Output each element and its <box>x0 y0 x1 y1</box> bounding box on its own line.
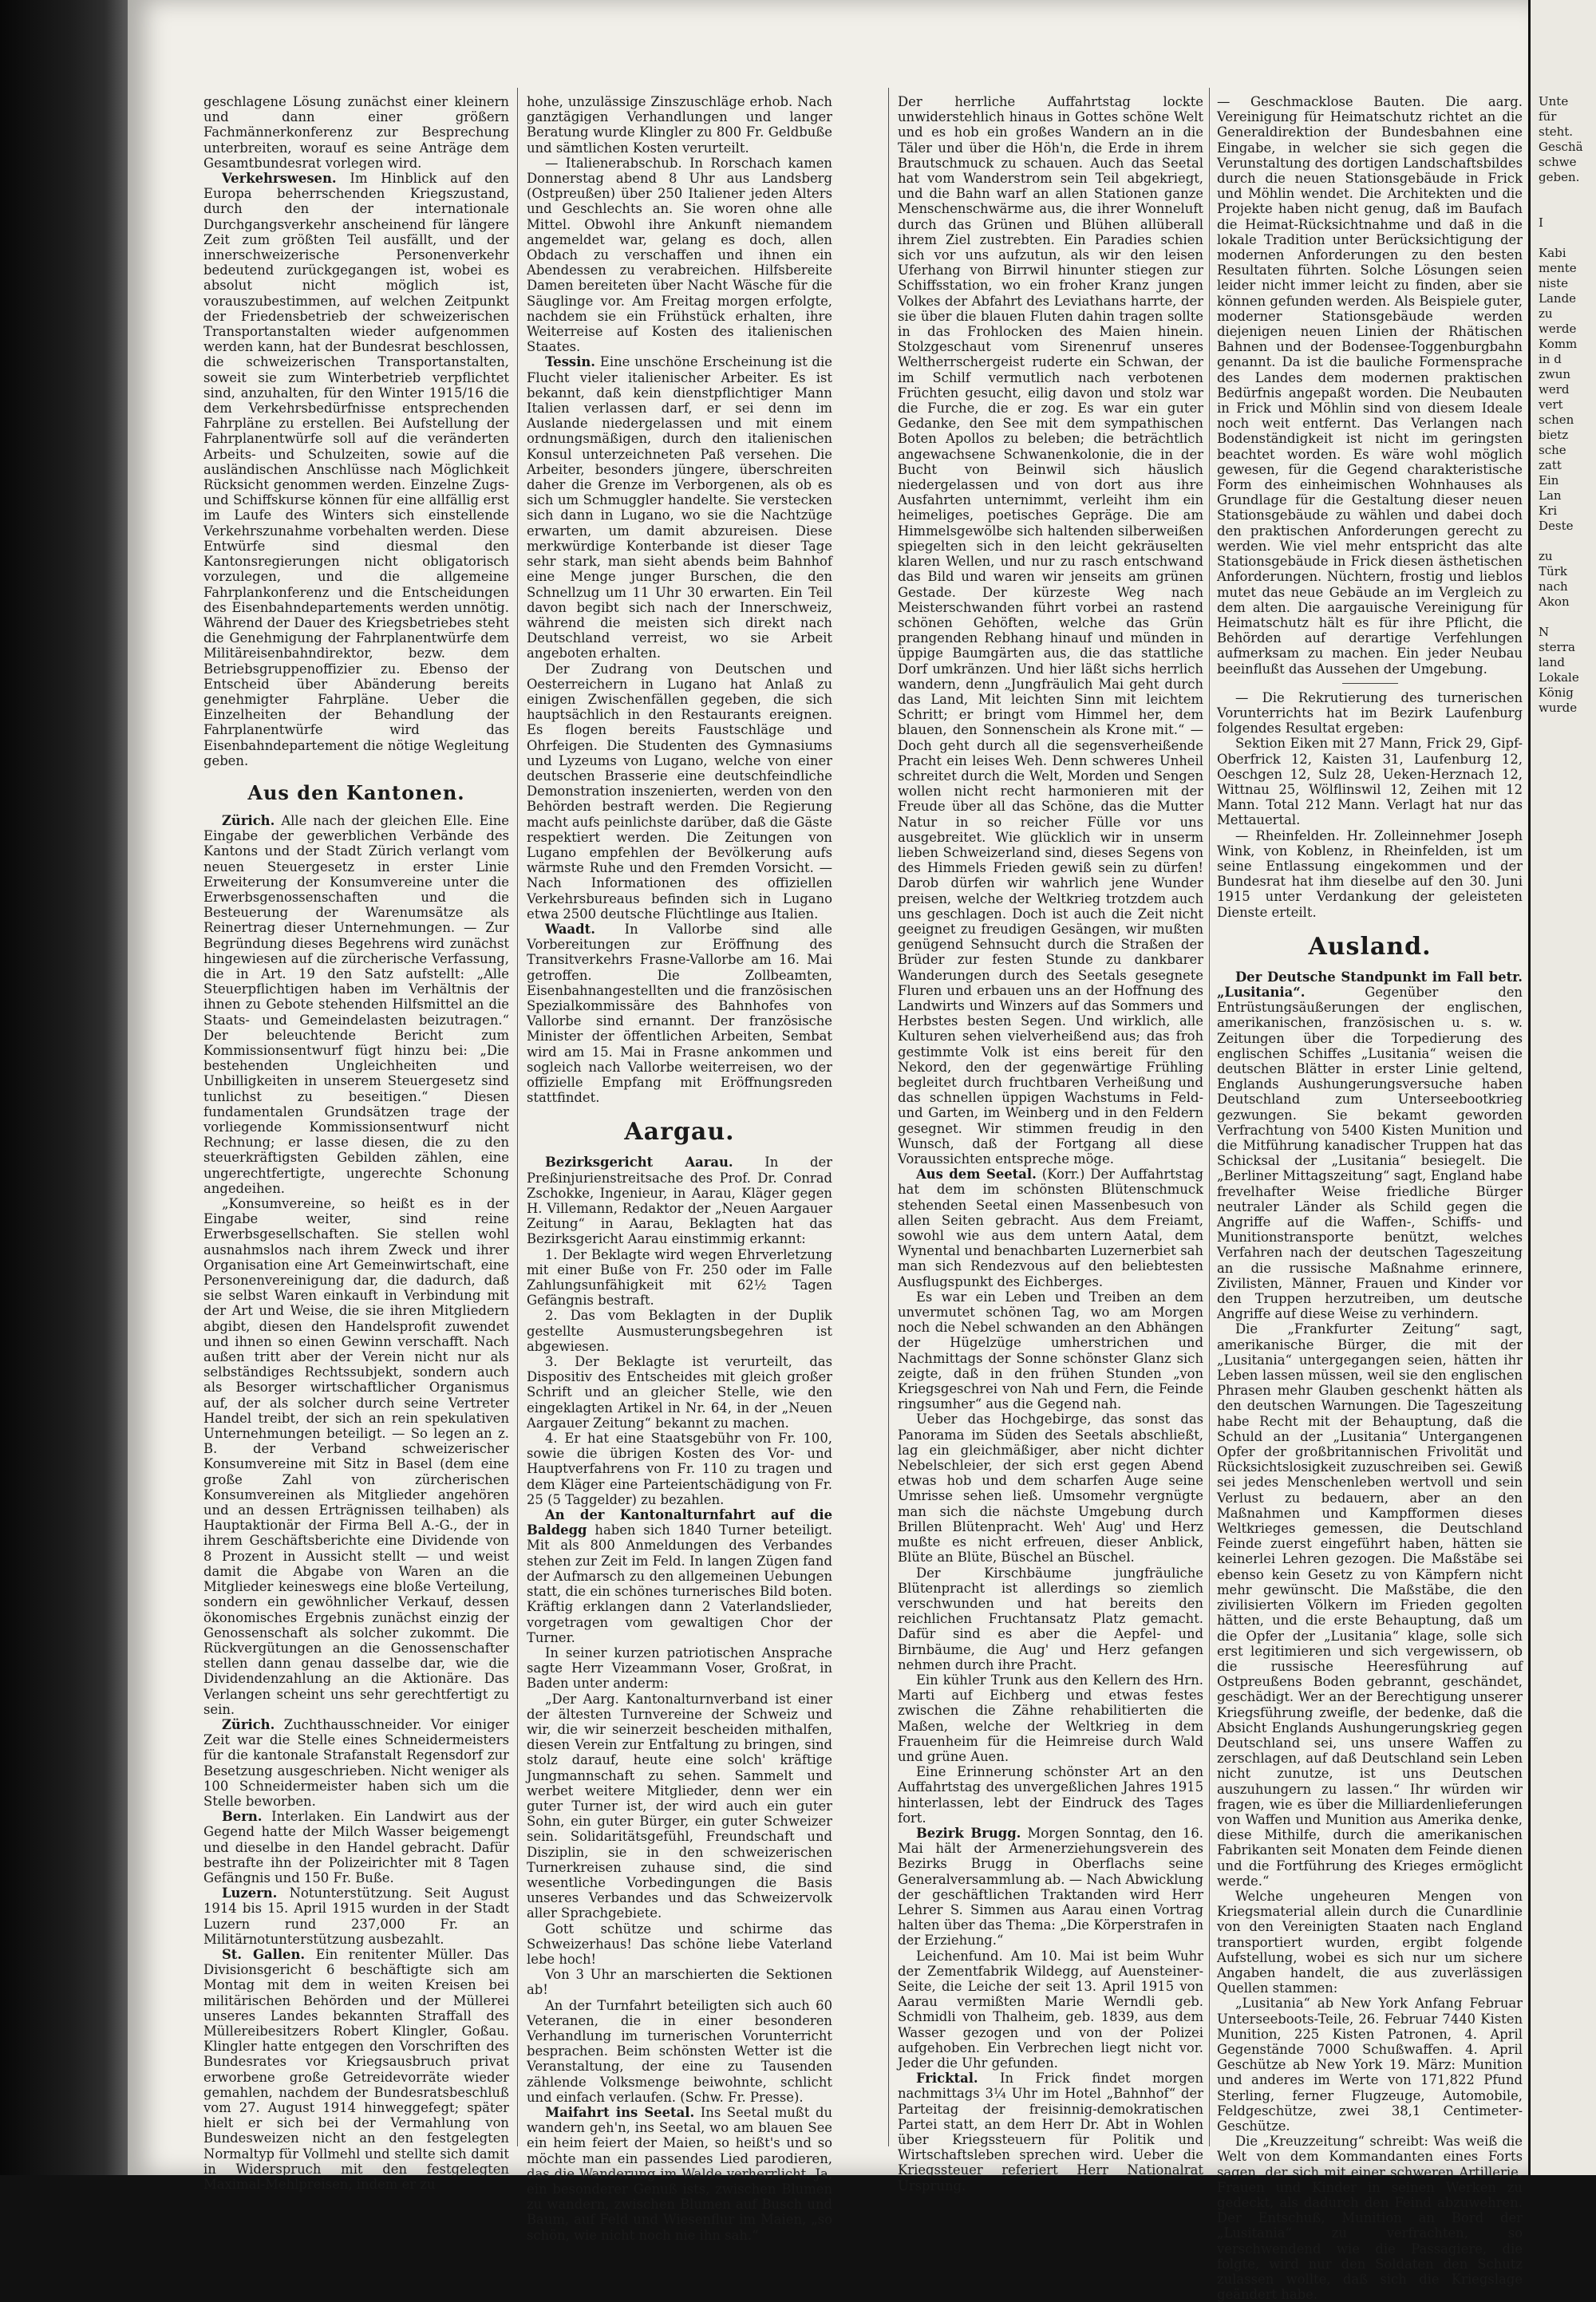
column-1 <box>203 94 509 2193</box>
article-text: — Geschmacklose Bauten. Die aarg. Vereinigung für Heimatschutz richtet an die Generaldirektion der Bundesbahnen eine Eingabe, in welcher sie sich gegen die Verunstaltung des dortigen Landschaftsbildes durch die neuen Stationsgebäude in Frick und Möhlin wendet. Die Architekten und die Projekte haben nicht genug, daß im Baufach die Heimat-Rücksichtnahme und daß in die lokale Tradition unter Berücksichtigung der modernen Anforderungen zu den besten Resultaten führten. Solche Lösungen seien leider nicht immer leicht zu finden, aber sie können gefunden werden. Als Beispiele guter, moderner Stationsgebäude werden diejenigen neuen Linien der Rhätischen Bahnen und der Bodensee-Toggenburgbahn genannt. Da ist die bauliche Formensprache des Landes dem modernen praktischen Bedürfnis angepaßt worden. Die Neubauten in Frick und Möhlin sind von diesem Ideale noch weit entfernt. Das Verlangen nach Bodenständigkeit ist nicht im geringsten beachtet worden. Es wäre wohl möglich gewesen, für die Gegend charakteristische Form des einheimischen Wohnhauses als Grundlage für die Gestaltung dieser neuen Stationsgebäude zu wählen und dabei doch den praktischen Anforderungen gerecht zu werden. Wie viel mehr entspricht das alte Stationsgebäude in Frick diesen ästhetischen Anforderungen. Nüchtern, frostig und lieblos mutet das neue Gebäude an im Vergleich zu dem alten. Die aargauische Vereinigung für Heimatschutz hält es für ihre Pflicht, die Behörden auf derartige Verfehlungen aufmerksam zu machen. Ein jeder Neubau beeinflußt das Aussehen der Umgebung. <box>1217 94 1523 677</box>
article-paragraph <box>527 1247 832 1309</box>
article-paragraph <box>527 1692 832 1921</box>
article-heading: Tessin. <box>544 354 596 370</box>
article-paragraph <box>203 94 509 171</box>
article-paragraph <box>527 1155 832 1246</box>
article-text: 1. Der Beklagte wird wegen Ehrverletzung mit einer Buße von Fr. 250 oder im Falle Zahlungsunfähigkeit mit 62½ Tagen Gefängnis bestraft. <box>527 1246 832 1309</box>
article-paragraph <box>898 1949 1203 2071</box>
article-paragraph <box>1217 2134 1523 2302</box>
article-text: Ein renitenter Müller. Das Divisionsgericht 6 beschäftigte sich am Montag mit dem in weiten Kreisen bei militärischen Behörden und der Müllerei unseres Landes bekannten Straffall des Müllereibesitzers Robert Klingler, Goßau. Klingler hatte entgegen den Vorschriften des Bundesrates vor Kriegsausbruch privat erworbene große Getreidevorräte wieder gemahlen, nachdem der Bundesratsbeschluß vom 27. August 1914 hinweggefegt; später hielt er sich bei der Vermahlung von Bundesweizen nicht an den festgelegten Normaltyp für Vollmehl und stellte sich damit in Widerspruch mit den festgelegten Maximal-Mehlpreisen, indem er zu <box>203 1946 509 2193</box>
article-heading: Luzern. <box>221 1885 278 1901</box>
article-paragraph <box>203 1947 509 2192</box>
article-heading: Bezirk Brugg. <box>915 1825 1021 1841</box>
section-heading: Aus den Kantonen. <box>247 780 465 804</box>
section-heading: Ausland. <box>1308 932 1432 961</box>
article-text: „Der Aarg. Kantonalturnverband ist einer der ältesten Turnvereine der Schweiz und wir, die wir seinerzeit bescheiden mithalfen, diesen Verein zur Entfaltung zu bringen, sind stolz darauf, heute eine solch' kräftige Jungmannschaft zu sehen. Sammelt und werbet weitere Mitglieder, denn wer ein guter Turner ist, der wird auch ein guter Sohn, ein guter Bürger, ein guter Schweizer sein. Solidaritätsgefühl, Freundschaft und Disziplin, sie in den schweizerischen Turnerkreisen zuhause sind, die sind wesentliche Vorbedingungen die Basis unseres Verbandes und das Schweizervolk aller Sprachgebiete. <box>527 1691 832 1921</box>
article-heading: Der Deutsche Standpunkt im Fall betr. „Lusitania“. <box>1217 969 1523 1000</box>
article-heading: Zürich. <box>221 812 275 828</box>
article-paragraph <box>1217 736 1523 827</box>
article-paragraph <box>1217 1889 1523 1996</box>
article-paragraph <box>1217 828 1523 920</box>
article-paragraph <box>527 1645 832 1692</box>
article-paragraph <box>527 661 832 922</box>
article-text: Alle nach der gleichen Elle. Eine Eingabe der gewerblichen Verbände des Kantons und der Stadt Zürich verlangt vom neuen Steuergesetz in erster Linie Erweiterung der Konsumvereine unter die Erwerbsgenossenschaften und die Besteuerung der Warenumsätze als Reinertrag dieser Unternehmungen. — Zur Begründung dieses Begehrens wird zunächst hingewiesen auf die zürcherische Verfassung, die in Art. 19 den Satz aufstellt: „Alle Steuerpflichtigen haben im Verhältnis der ihnen zu Gebote stehenden Hilfsmittel an die Staats- und Gemeindelasten beizutragen.“ Der beleuchtende Bericht zum Kommissionsentwurf fügt hinzu bei: „Die bestehenden Ungleichheiten und Unbilligkeiten in unserem Steuergesetz sind tunlichst zu beseitigen.“ Diesen fundamentalen Grundsätzen trage der vorliegende Kommissionsentwurf nicht Rechnung; er lasse diesen, die zu den steuerkräftigsten Gebilden zählen, eine ungerechtfertigte, ungerechte Schonung angedeihen. <box>203 812 509 1196</box>
article-heading: An der Kantonalturnfahrt auf die Baldegg <box>527 1507 832 1538</box>
article-text: Die „Frankfurter Zeitung“ sagt, amerikanische Bürger, die mit der „Lusitania“ untergegangen seien, hätten ihr Leben lassen müssen, weil sie den englischen Phrasen mehr Glauben geschenkt hätten als den deutschen Warnungen. Die Tageszeitung habe Recht mit der Behauptung, daß die Schuld an der „Lusitania“ Untergangenen Opfer der großbritannischen Frivolität und Rücksichtslosigkeit zuzuschreiben sei. Gewiß sei jedes Menschenleben wertvoll und sein Verlust zu bedauern, aber an den Maßnahmen und Kampfformen dieses Weltkrieges gemessen, die Deutschland Feinde zuerst eingeführt haben, hätten sie keinerlei Lehren gezogen. Die Maßstäbe sei ebenso kein Gesetz zu von Kämpfern nicht mehr gewünscht. Die Maßstäbe, die den zivilisierten Völkern im Frieden gegolten hätten, und die erste Behauptung, daß um die Opfer der „Lusitania“ klage, solle sich erst legitimieren und sich vergewissern, ob die russische Heeresführung auf Ostpreußens Boden gebrannt, geschändet, geschädigt. Wer an der Berechtigung unserer Kriegsführung zweifle, der bedenke, daß die Absicht Englands Aushungerungskrieg gegen Deutschland sei, uns unsere Waffen zu zerschlagen, auf daß Deutschland sein Leben nicht zunutze, ist uns Deutschen auszuhungern zu lassen.“ Ihr würden wir fragen, wie es über die Milliardenlieferungen von Waffen und Munition aus Amerika denke, diese Mithilfe, durch die amerikanischen Fabrikanten seit Monaten dem Feinde dienen und die Fortführung des Krieges ermöglicht werde.“ <box>1217 1321 1523 1889</box>
article-heading: Bern. <box>221 1809 263 1825</box>
article-paragraph <box>527 94 832 156</box>
article-text: Gegenüber den Entrüstungsäußerungen der englischen, amerikanischen, französischen u. s. w. Zeitungen über die Torpedierung des englischen Schiffes „Lusitania“ weisen die deutschen Blätter in erster Linie geltend, Englands Aushungerungsversuche haben Deutschland zum Unterseebootkrieg gezwungen. Sie bekamt geworden Verfrachtung von 5400 Kisten Munition und die Mitführung kanadischer Truppen hat das Schicksal der „Lusitania“ besiegelt. Die „Berliner Mittagszeitung“ sagt, England habe frevelhafter Weise friedliche Bürger neutraler Länder als Schild gegen die Angriffe auf die Waffen-, Schiffs- und Munitionstransporte benützt, welches Verfahren nach der deutschen Tageszeitung an die russische Maßnahme erinnere, Zivilisten, Männer, Frauen und Kinder vor den Truppen herzutreiben, um deutsche Angriffe auf diese Weise zu verhindern. <box>1217 984 1523 1322</box>
article-text: — Die Rekrutierung des turnerischen Vorunterrichts hat im Bezirk Laufenburg folgendes Resultat ergeben: <box>1217 689 1523 736</box>
article-text: Im Hinblick auf den Europa beherrschenden Kriegszustand, durch den der internationale Durchgangsverkehr anscheinend für längere Zeit zum größten Teil ausfällt, und der innerschweizerische Personenverkehr bedeutend zurückgegangen ist, wobei es absolut nicht möglich ist, vorauszubestimmen, auf welchen Zeitpunkt der Friedensbetrieb der schweizerischen Transportanstalten wieder aufgenommen werden kann, hat der Bundesrat beschlossen, die schweizerischen Transportanstalten, soweit sie zum Winterbetrieb verpflichtet sind, anzuhalten, für den Winter 1915/16 die dem Verkehrsbedürfnisse entsprechenden Fahrpläne zu erstellen. Bei Aufstellung der Fahrplanentwürfe soll auf die veränderten Arbeits- und Schulzeiten, sowie auf die ausländischen Anschlüsse nach Möglichkeit Rücksicht genommen werden. Einzelne Zugs- und Schiffskurse können für eine allfällig erst im Laufe des Winters sich einstellende Verkehrszunahme vorbehalten werden. Diese Entwürfe sind diesmal den Kantonsregierungen nicht obligatorisch vorzulegen, und die allgemeine Fahrplankonferenz und die Entscheidungen des Eisenbahndepartements werden unnötig. Während der Dauer des Kriegsbetriebes steht die Genehmigung der Fahrplanentwürfe dem Militäreisenbahndirektor, bezw. dem Betriebsgruppenoffizier zu. Ebenso der Entscheid über Abänderung bereits genehmigter Fahrpläne. Ueber die Einzelheiten der Behandlung der Fahrplanentwürfe wird das Eisenbahndepartement die nötige Wegleitung geben. <box>203 171 509 768</box>
article-text: Von 3 Uhr an marschierten die Sektionen ab! <box>527 1967 832 1998</box>
article-paragraph <box>898 1167 1203 1289</box>
article-paragraph <box>527 1507 832 1645</box>
article-text: geschlagene Lösung zunächst einer kleinern und dann einer größern Fachmännerkonferenz zur Besprechung unterbreiten, worauf es seine Anträge dem Gesamtbundesrat vorlegen wird. <box>203 94 509 171</box>
article-paragraph <box>203 813 509 1196</box>
article-paragraph <box>898 1764 1203 1826</box>
article-text: Ueber das Hochgebirge, das sonst das Panorama im Süden des Seetals abschließt, lag ein gleichmäßiger, aber nicht dichter Nebelschleier, der sich erst gegen Abend etwas hob und dem scharfen Auge seine Umrisse sehen ließ. Umsomehr vergnügte man sich die nächste Umgebung durch Brillen Blütenpracht. Weh' Aug' und Herz mußte es nicht erfreuen, dieser Anblick, Blüte an Blüte, Büschel an Büschel. <box>898 1412 1203 1566</box>
article-paragraph <box>527 1921 832 1968</box>
article-text: Gott schütze und schirme das Schweizerhaus! Das schöne liebe Vaterland lebe hoch! <box>527 1921 832 1967</box>
article-heading: Aus dem Seetal. <box>915 1167 1037 1183</box>
book-spine-shadow <box>0 0 128 2175</box>
article-paragraph <box>203 1196 509 1717</box>
article-heading: Zürich. <box>221 1716 275 1732</box>
article-text: Eine Erinnerung schönster Art an den Auffahrtstag des unvergeßlichen Jahres 1915 hinterlassen, lebt der Eindruck des Tages fort. <box>898 1764 1203 1826</box>
article-text: Eine unschöne Erscheinung ist die Flucht vieler italienischer Arbeiter. Es ist bekannt, daß kein dienstpflichtiger Mann Italien verlassen darf, er sei denn im Auslande niedergelassen und mit einem ordnungsmäßigen, durch den italienischen Konsul unterzeichneten Paß versehen. Die Arbeiter, besonders jüngere, überschreiten daher die Grenze im Verborgenen, als ob es sich um Schmuggler handelte. Sie verstecken sich dann in Lugano, wo sie die Nachtzüge erwarten, um damit abzureisen. Diese merkwürdige Konterbande ist dieser Tage sehr stark, man sieht abends beim Bahnhof eine Menge junger Burschen, die den Schnellzug um 11 Uhr 30 erwarten. Ein Teil davon begibt sich nach der Innerschweiz, während die meisten sich direkt nach Deutschland verreist, wo sie Arbeit angeboten erhalten. <box>527 354 832 661</box>
article-paragraph <box>527 1998 832 2105</box>
article-heading: Waadt. <box>544 921 595 937</box>
article-paragraph <box>898 1566 1203 1672</box>
article-paragraph <box>527 1967 832 1997</box>
article-heading: St. Gallen. <box>221 1946 306 1962</box>
article-text: haben sich 1840 Turner beteiligt. Mit als 800 Anmeldungen des Verbandes stehen zur Zeit im Feld. In langen Zügen fand der Aufmarsch zu den allgemeinen Uebungen statt, die ein schönes turnerisches Bild boten. Kräftig erklangen dann 2 Vaterlandslieder, vorgetragen vom gewaltigen Chor der Turner. <box>527 1522 832 1645</box>
article-heading: Verkehrswesen. <box>221 171 337 187</box>
article-text: Zuchthausschneider. Vor einiger Zeit war die Stelle eines Schneidermeisters für die kantonale Strafanstalt Regensdorf zur Besetzung ausgeschrieben. Nicht weniger als 100 Schneidermeister haben sich um die Stelle beworben. <box>203 1716 509 1809</box>
article-text: In der Preßinjurienstreitsache des Prof. Dr. Conrad Zschokke, Ingenieur, in Aarau, Kläger gegen H. Villemann, Redaktor der „Neuen Aargauer Zeitung“ in Aarau, Beklagten hat das Bezirksgericht Aarau einstimmig erkannt: <box>527 1155 832 1247</box>
article-paragraph <box>898 94 1203 1167</box>
article-text: „Lusitania“ ab New York Anfang Februar Unterseeboots-Teile, 26. Februar 7440 Kisten Munition, 225 Kisten Patronen, 4. April Gegenstände 7000 Schußwaffen. 4. April Geschütze ab New York 19. März: Munition und anderes im Werte von 171,822 Pfund Sterling, ferner Flugzeuge, Automobile, Feldgeschütze, zwei 38,1 Centimeter-Geschütze. <box>1217 1996 1523 2134</box>
adjacent-page-text: Unte für steht. Geschä schwe geben. I Kabi mente niste Lande zu werde Komm in d zwun werd vert schen bietz sche zatt Ein Lan Kri Deste zu Türk nach Akon N sterra land Lokale König wurde <box>1539 94 1583 715</box>
article-text: Ins Seetal mußt du wandern geh'n, ins Seetal, wo am blauen See ein heim feiert der Maien, so heißt's und so möchte man ein passendes Lied parodieren, das die Wanderung im Walde verherrlicht. Ja, ein besonderer Genuß ists, zwischen Blumen zu wandern, zwischen Blumen auf Busch und Baum, auf Feld und Wiesenflur im Maien, „so schön, wie nicht noch nie ihn sah.“ <box>527 2105 833 2243</box>
column-2 <box>527 94 833 2243</box>
article-text: An der Turnfahrt beteiligten sich auch 60 Veteranen, die in einer besonderen Verhandlung im turnerischen Vorunterricht besprachen. Beim schönsten Wetter ist die Veranstaltung, der eine zu Tausenden zählende Volksmenge beiwohnte, schlicht und einfach verlaufen. (Schw. Fr. Presse). <box>527 1997 832 2105</box>
article-paragraph <box>203 1717 509 1809</box>
article-text: Leichenfund. Am 10. Mai ist beim Wuhr der Zementfabrik Wildegg, auf Auensteiner-Seite, die Leiche der seit 13. April 1915 von Aarau vermißten Marie Werndli geb. Schmidli von Thalheim, geb. 1839, aus dem Wasser gezogen und von der Polizei aufgehoben. Ein Verbrechen liegt nicht vor. Jeder die Uhr gefunden. <box>898 1948 1203 2071</box>
article-paragraph <box>527 922 832 1105</box>
column-rule <box>888 88 889 2146</box>
column-rule <box>517 88 518 2146</box>
article-paragraph <box>898 1826 1203 1949</box>
article-text: Es war ein Leben und Treiben an dem unvermutet schönen Tag, wo am Morgen noch die Nebel schwanden an den Abhängen der Hügelzüge umherstrichen und Nachmittags der Sonne schönster Glanz sich zeigte, daß in den frühen Stunden „von Kriegsgeschrei von Nah und Fern, die Feinde ringsumher“ aus die Gegend nah. <box>898 1289 1203 1412</box>
article-paragraph <box>527 1431 832 1507</box>
article-paragraph <box>1217 690 1523 736</box>
article-paragraph <box>203 1885 509 1947</box>
article-text: 4. Er hat eine Staatsgebühr von Fr. 100, sowie die übrigen Kosten des Vor- und Hauptverfahrens von Fr. 110 zu tragen und dem Kläger eine Parteientschädigung von Fr. 25 (5 Taggelder) zu bezahlen. <box>527 1431 832 1507</box>
article-paragraph <box>203 1809 509 1885</box>
article-text: In Frick findet morgen nachmittags 3¼ Uhr im Hotel „Bahnhof“ der Parteitag der freisinnig-demokratischen Partei statt, an dem Herr Dr. Abt in Wohlen über Kriegssteuern für Politik und Wirtschaftsleben sprechen wird. Ueber die Kriegssteuer referiert Herr Nationalrat Ursprung. <box>898 2071 1204 2193</box>
article-text: Interlaken. Ein Landwirt aus der Gegend hatte der Milch Wasser beigemengt und dieselbe in den Handel gebracht. Dafür bestrafte ihn der Polizeirichter mit 8 Tagen Gefängnis und 150 Fr. Buße. <box>203 1809 509 1885</box>
article-heading: Bezirksgericht Aarau. <box>544 1155 733 1171</box>
article-paragraph <box>527 354 832 661</box>
article-text: Ein kühler Trunk aus den Kellern des Hrn. Marti auf Eichberg und etwas festes zwischen die Zähne rehabilitierten die Maßen, welche der Weltkrieg in dem Frauenheim für die Heimreise durch Wald und grüne Auen. <box>898 1672 1203 1764</box>
adjacent-page-edge <box>1531 0 1596 2175</box>
article-text: „Konsumvereine, so heißt es in der Eingabe weiter, sind reine Erwerbsgesellschaften. Sie stellen wohl ausnahmslos nach ihrem Zweck und ihrer Organisation eine Art Gemeinwirtschaft, eine Personenvereinigung dar, die dadurch, daß sie selbst Waren einkauft in Verbindung mit der Art und Weise, die sie ihren Mitgliedern abgibt, diesen den Handelsprofit zuwendet und ihnen so einen Gewinn verschafft. Nach außen tritt aber der Verein nicht nur als selbständiges Rechtssubjekt, sondern auch als Besorger wirtschaftlicher Organismus auf, der als solcher durch seine Vertreter Handel treibt, der sich an rein spekulativen Unternehmungen beteiligt. — So legen an z. B. der Verband schweizerischer Konsumvereine mit Sitz in Basel (dem eine große Zahl von zürcherischen Konsumvereinen als Mitglieder angehören und an dessen Erträgnissen teilhaben) als Hauptaktionär der Firma Bell A.-G., der in ihrem Geschäftsberichte eine Dividende von 8 Prozent in Aussicht stellt — und weist damit die Abgabe von Waren an die Mitglieder keineswegs eine bloße Verteilung, sondern ein gewöhnlicher Verkauf, dessen ökonomisches Ergebnis zunächst einzig der Genossenschaft als solcher zukommt. Die Rückvergütungen an die Genossenschafter stellen dann genau dasselbe dar, wie die Dividendenzahlung an die Aktionäre. Das Verlangen scheint uns sehr gerechtfertigt zu sein. <box>203 1196 509 1717</box>
section-heading: Aargau. <box>624 1118 735 1147</box>
article-paragraph <box>1217 1996 1523 2134</box>
newspaper-page <box>128 0 1528 2302</box>
article-paragraph <box>1217 1321 1523 1889</box>
article-paragraph <box>1217 94 1523 677</box>
article-text: Morgen Sonntag, den 16. Mai hält der Armenerziehungsverein des Bezirks Brugg in Oberflachs seine Generalversammlung ab. — Nach Abwicklung der geschäftlichen Traktanden wird Herr Lehrer S. Simmen aus Aarau einen Vortrag halten über das Thema: „Die Körperstrafen in der Erziehung.“ <box>898 1825 1203 1949</box>
article-text: Notunterstützung. Seit August 1914 bis 15. April 1915 wurden in der Stadt Luzern rund 237,000 Fr. an Militärnotunterstützung ausbezahlt. <box>203 1885 509 1947</box>
article-heading: Maifahrt ins Seetal. <box>544 2105 695 2120</box>
article-text: Der Kirschbäume jungfräuliche Blütenpracht ist allerdings so ziemlich verschwunden und hat bereits den reichlichen Fruchtansatz Platz gemacht. Dafür sind es aber die Aepfel- und Birnbäume, die Aug' und Herz gefangen nehmen durch ihre Pracht. <box>898 1565 1203 1672</box>
article-paragraph <box>1217 969 1523 1322</box>
article-text: (Korr.) Der Auffahrtstag hat dem im schönsten Blütenschmuck stehenden Seetal einen Massenbesuch von allen Seiten gebracht. Aus dem Freiamt, sowohl wie aus dem untern Aatal, dem Wynental und benachbarten Luzernerbiet sah man sich Rendezvous auf den beliebtesten Ausflugspunkt des Eichberges. <box>898 1167 1204 1289</box>
article-paragraph <box>527 156 832 355</box>
article-text: hohe, unzulässige Zinszuschläge erhob. Nach ganztägigen Verhandlungen und langer Beratung wurde Klingler zu 800 Fr. Geldbuße und sämtlichen Kosten verurteilt. <box>527 94 832 156</box>
article-paragraph <box>527 1354 832 1431</box>
article-text: In Vallorbe sind alle Vorbereitungen zur Eröffnung des Transitverkehrs Frasne-Vallorbe am 16. Mai getroffen. Die Zollbeamten, Eisenbahnangestellten und die französischen Spezialkommissäre des Bahnhofes von Vallorbe sind ernannt. Der französische Minister der öffentlichen Arbeiten, Sembat wird am 15. Mai in Frasne ankommen und sogleich nach Vallorbe weiterreisen, wo der offizielle Empfang mit Eröffnungsreden stattfindet. <box>527 921 832 1106</box>
article-text: 3. Der Beklagte ist verurteilt, das Dispositiv des Entscheides mit gleich großer Schrift und an gleicher Stelle, wie den eingeklagten Artikel in Nr. 64, in der „Neuen Aargauer Zeitung“ bekannt zu machen. <box>527 1354 832 1431</box>
article-paragraph <box>527 2105 832 2243</box>
article-paragraph <box>898 1289 1203 1412</box>
article-text: In seiner kurzen patriotischen Ansprache sagte Herr Vizeammann Voser, Großrat, in Baden unter anderm: <box>527 1645 832 1692</box>
column-4 <box>1217 94 1523 2302</box>
article-paragraph <box>898 1412 1203 1565</box>
article-text: Sektion Eiken mit 27 Mann, Frick 29, Gipf-Oberfrick 12, Kaisten 31, Laufenburg 12, Oeschgen 12, Sulz 28, Ueken-Herznach 12, Wittnau 25, Wölflinswil 12, Zeihen mit 12 Mann. Total 212 Mann. Verlagt hat nur das Mettauertal. <box>1217 736 1523 828</box>
article-heading: Fricktal. <box>915 2071 978 2087</box>
column-3 <box>898 94 1204 2193</box>
article-text: — Italienerabschub. In Rorschach kamen Donnerstag abend 8 Uhr aus Landsberg (Ostpreußen) über 250 Italiener jeden Alters und Geschlechts an. Sie woren ohne alle Mittel. Obwohl ihre Ankunft niemandem angemeldet war, gelang es doch, allen Obdach zu verschaffen und ihnen ein Abendessen zu verabreichen. Hilfsbereite Damen bereiteten über Nacht Wäsche für die Säuglinge vor. Am Freitag morgen erfolgte, nachdem sie ein Frühstück erhalten, ihre Weiterreise auf Kosten des italienischen Staates. <box>527 155 832 355</box>
separator-rule <box>1342 683 1398 684</box>
article-paragraph <box>898 1672 1203 1764</box>
article-text: — Rheinfelden. Hr. Zolleinnehmer Joseph Wink, von Koblenz, in Rheinfelden, ist um seine Entlassung eingekommen und der Bundesrat hat ihm dieselbe auf den 30. Juni 1915 unter Verdankung der geleisteten Dienste erteilt. <box>1217 827 1523 920</box>
article-paragraph <box>898 2071 1203 2193</box>
article-text: Der Zudrang von Deutschen und Oesterreichern in Lugano hat Anlaß zu einigen Zwischenfällen gegeben, die sich hauptsächlich in den Restaurants ereignen. Es flogen bereits Faustschläge und Ohrfeigen. Die Studenten des Gymnasiums und Lyzeums von Lugano, welche von einer deutschen Brasserie eine deutschfeindliche Demonstration inszenierten, werden von den Behörden bestraft werden. Die Regierung macht aufs peinlichste darüber, daß die Gäste respektiert werden. Die Zeitungen von Lugano empfehlen der Bevölkerung aufs wärmste Ruhe und den Fremden Vorsicht. — Nach Informationen des offiziellen Verkehrsbureaus befinden sich in Lugano etwa 2500 deutsche Flüchtlinge aus Italien. <box>527 661 832 922</box>
article-text: 2. Das vom Beklagten in der Duplik gestellte Ausmusterungsbegehren ist abgewiesen. <box>527 1308 832 1354</box>
article-text: Die „Kreuzzeitung“ schreibt: Was weiß die Welt von dem Kommandanten eines Forts sagen, der sich mit einer schweren Artillerie, Frauen und Kinder in seinen Werken zu gedeckt, als dadurch den Feind abzuwehren. Der Entschuß, Munition an Bord der „Lusitania“ zu verfrachten, so verschwendend wie die Passagiere, die folgte, wird nur den Soldaten den Schutz zulassen wollte, daß sich die Kriegslage geändert habe. <box>1217 2134 1523 2302</box>
column-rule <box>1209 88 1210 2146</box>
article-text: Welche ungeheuren Mengen von Kriegsmaterial allein durch die Cunardlinie von den Vereinigten Staaten nach England transportiert wurden, ergibt folgende Aufstellung, wobei es sich nur um sichere Angaben handelt, die aus zuverlässigen Quellen stammen: <box>1217 1888 1523 1996</box>
article-text: Der herrliche Auffahrtstag lockte unwiderstehlich hinaus in Gottes schöne Welt und es hob ein großes Wandern an in die Täler und über die Höh'n, die Erde in ihrem Brautschmuck zu schauen. Auch das Seetal hat vom Wanderstrom sein Teil abgekriegt, und die Bahn warf an allen Stationen ganze Menschenschwärme aus, die ihrer Wonneluft durch das Grünen und Blühen allüberall ihrem Ziel zustrebten. Ein Paradies schien sich vor uns aufzutun, als wir den leisen Uferhang von Birrwil hinunter stiegen zur Schiffsstation, wo ein froher Kranz jungen Volkes der Abfahrt des Leviathans harrte, der sie über die blauen Fluten dahin tragen sollte in das Frohlocken des Maien hinein. Stolzgeschaut vom Sirenenruf unseres Weltherrschergeist ruderte ein Schwan, der im Schilf vermutlich nach verbotenen Früchten gesucht, eilig davon und stolz war die Furche, die er zog. Es war ein guter Gedanke, den See mit dem sympathischen Boten Apollos zu beleben; die beträchtlich angewachsene Schwanenkolonie, die in der Bucht von Beinwil sich häuslich niedergelassen und von dort aus ihre Ausfahrten unternimmt, verleiht ihm ein heimeliges, poetisches Gepräge. Die am Himmelsgewölbe sich haltenden silberweißen spiegelten sich in den leicht gekräuselten klaren Wellen, und nur zu rasch entschwand das Bild und waren wir jenseits am grünen Gestade. Der kürzeste Weg nach Meisterschwanden führt vorbei an rastend schönen Gehöften, welche das Grün prangenden Rebhang hinauf und münden in üppige Baumgärten aus, die das stattliche Dorf umkränzen. Und hier läßt sichs herrlich wandern, denn „Jungfräulich Mai geht durch das Land, Mit leichten Sinn mit leichtem Schritt; er bringt vom Himmel her, dem blauen, den Sonnenschein als Krone mit.“ — Doch geht durch all die segensverheißende Pracht ein leises Weh. Denn schweres Unheil schreitet durch die Welt, Morden und Sengen wollen nicht recht harmonieren mit der Freude über all das Schöne, das die Mutter Natur in so reicher Fülle vor uns ausgebreitet. Wie glücklich wir in unserm lieben Schweizerland sind, dieses Segens von des Himmels Frieden gewiß sein zu dürfen! Darob dürfen wir wahrlich jene Wunder preisen, welche der Weltkrieg trotzdem auch uns geschlagen. Doch ist auch die Zeit nicht geeignet zu freudigen Gesängen, wir mußten genügend Sehnsucht durch die Straßen der Brüder zur festen Stunde zu dankbarer Wanderungen durch des Seetals gesegnete Fluren und erbauen uns an der Hoffnung des Landwirts und Winzers auf das Sommers und Herbstes besten Segen. Und wirklich, alle Kulturen sehen vielverheißend aus; das froh gestimmte Volk ist eins bereit für den Nekord, den der gegenwärtige Frühling begleitet durch fruchtbaren Verheißung und das schnellen üppigen Wachstums in Feld- und Garten, im Weinberg und in den Feldern gesegnet. Wir stimmen freudig in den Wunsch, daß der Fortgang all diese Voraussichten entspreche möge. <box>898 94 1203 1167</box>
article-paragraph <box>203 171 509 768</box>
article-paragraph <box>527 1308 832 1354</box>
